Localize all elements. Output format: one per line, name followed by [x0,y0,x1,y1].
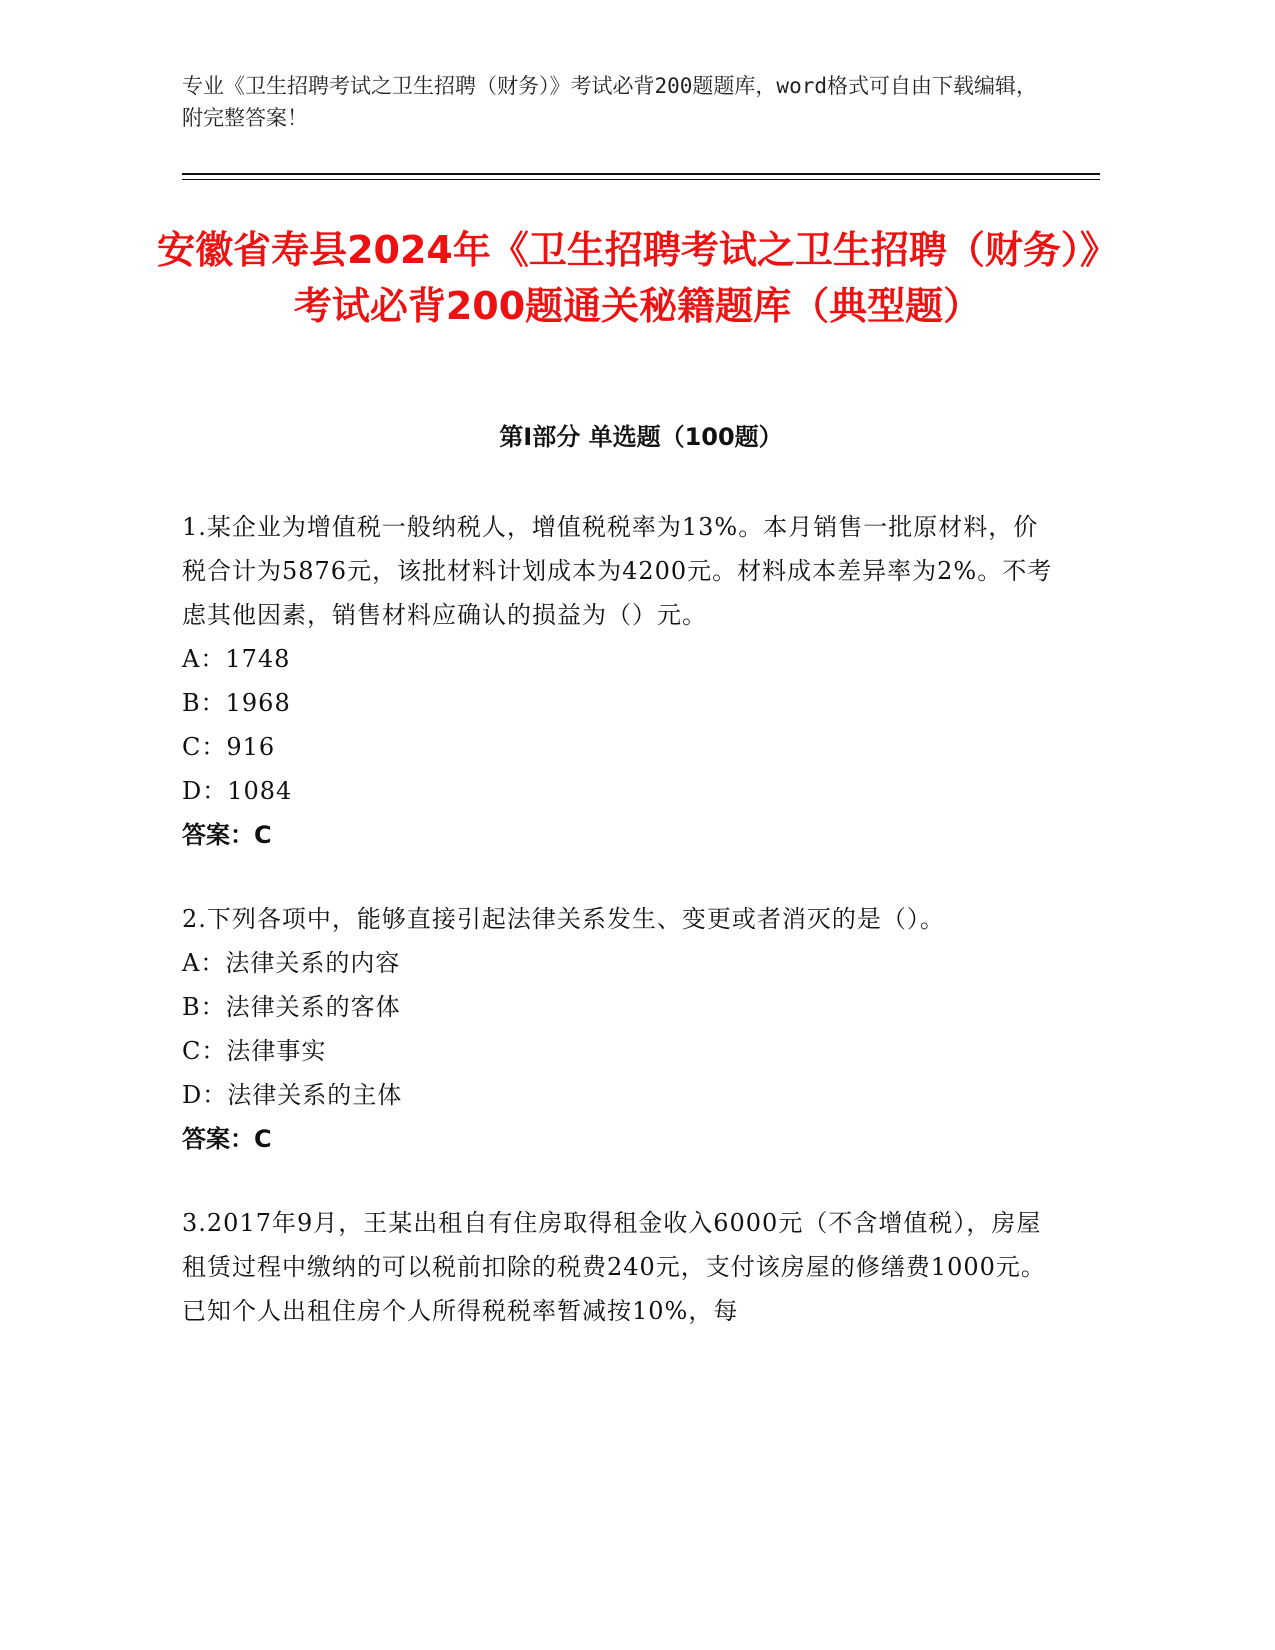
option-a: A：法律关系的内容 [182,949,401,977]
answer: 答案：C [182,821,272,849]
answer: 答案：C [182,1125,272,1153]
option-b: B：法律关系的客体 [182,993,401,1021]
option-c: C：916 [182,733,276,761]
option-a: A：1748 [182,645,291,673]
question-stem: 2.下列各项中，能够直接引起法律关系发生、变更或者消灭的是（）。 [182,905,945,933]
header-rule-thick [182,173,1100,175]
question-stem: 1.某企业为增值税一般纳税人，增值税税率为13%。本月销售一批原材料，价税合计为5876元，该批材料计划成本为4200元。材料成本差异率为2%。不考虑其他因素，销售材料应确认的损益为（）元。 [182,513,1053,629]
question-2 [182,897,1062,1161]
question-stem: 3.2017年9月，王某出租自有住房取得租金收入6000元（不含增值税），房屋租赁过程中缴纳的可以税前扣除的税费240元，支付该房屋的修缮费1000元。已知个人出租住房个人所得税税率暂减按10%，每 [182,1209,1046,1325]
question-3 [182,1201,1062,1333]
question-1 [182,505,1062,857]
header-rule-thin [182,179,1100,180]
header-note: 专业《卫生招聘考试之卫生招聘（财务）》考试必背200题题库，word格式可自由下载编辑，附完整答案！ [182,74,1037,130]
option-d: D：法律关系的主体 [182,1081,403,1109]
section-title: 第I部分 单选题（100题） [499,423,783,451]
option-b: B：1968 [182,689,291,717]
option-c: C：法律事实 [182,1037,327,1065]
option-d: D：1084 [182,777,293,805]
question-list [182,505,1062,1373]
document-title: 安徽省寿县2024年《卫生招聘考试之卫生招聘（财务）》考试必背200题通关秘籍题库（典型题） [157,228,1118,328]
